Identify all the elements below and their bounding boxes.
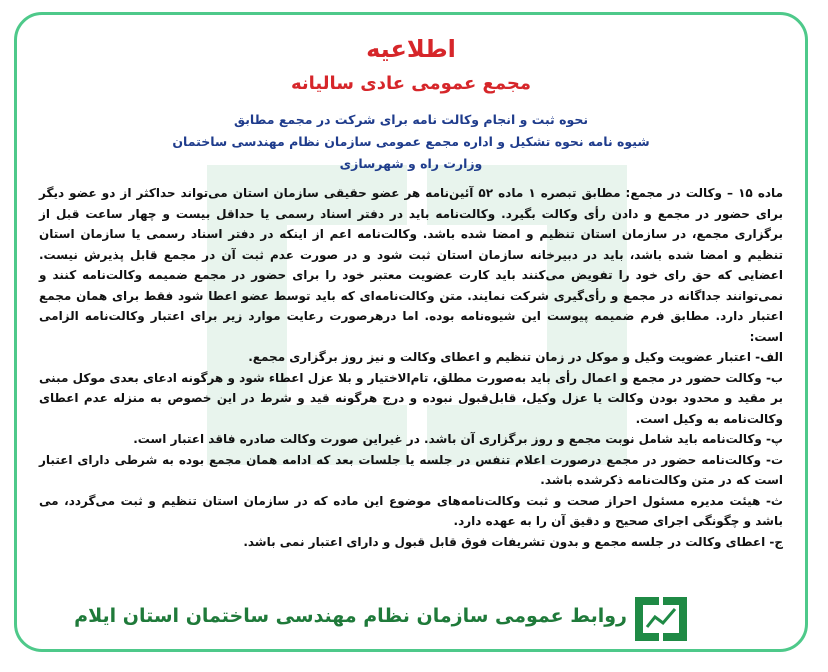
article-paragraph: ماده ۱۵ – وکالت در مجمع: مطابق تبصره ۱ ماده ۵۲ آئین‌نامه هر عضو حقیقی سازمان استان می‌تواند حداکثر از دو عضو دیگر برای حضور در مجمع و دادن رأی وکالت بگیرد. وکالت‌نامه باید در دفتر اسناد رسمی یا حداقل بیست و چهار ساعت قبل از برگزاری مجمع، در سازمان استان تنظیم و امضا شده باشد. وکالت‌نامه اعم از اینکه در دفتر اسناد رسمی یا سازمان استان تنظیم و امضا شده باشد، باید در دبیرخانه سازمان استان ثبت شود و در صورت عدم ثبت آن در مجمع قابل پذیرش نیست. اعضایی که حق رای خود را تفویض می‌کنند باید کارت عضویت معتبر خود را برای حضور در مجمع ضمیمه وکالت‌نامه کنند و نمی‌توانند جداگانه در مجمع و رأی‌گیری شرکت نمایند. متن وکالت‌نامه‌ای که باید توسط عضو اعطا شود فقط برای همان مجمع اعتبار دارد. مطابق فرم ضمیمه پیوست این شیوه‌نامه بوده. اما درهرصورت رعایت موارد زیر برای اعتبار وکالت‌نامه الزامی است: <box>39 186 783 344</box>
list-item: الف- اعتبار عضویت وکیل و موکل در زمان تنظیم و اعطای وکالت و نیز روز برگزاری مجمع. <box>248 350 783 364</box>
intro-line: وزارت راه و شهرسازی <box>339 156 483 171</box>
list-item: ب- وکالت حضور در مجمع و اعمال رأی باید به‌صورت مطلق، تام‌الاختیار و بلا عزل اعطاء شود و هرگونه ادعای بعدی موکل مبنی بر مقید و محدود بودن وکالت یا عزل وکیل، قابل‌قبول نبوده و درج هرگونه قید و شرط در این خصوص به منزله عدم اعطای وکالت‌نامه به وکیل است. <box>39 370 783 426</box>
notice-frame <box>14 12 808 652</box>
notice-subtitle: مجمع عمومی عادی سالیانه <box>290 73 532 94</box>
intro-block <box>17 109 805 175</box>
intro-line: نحوه ثبت و انجام وکالت نامه برای شرکت در مجمع مطابق <box>233 112 589 127</box>
list-item: ت- وکالت‌نامه حضور در مجمع درصورت اعلام تنفس در جلسه یا جلسات بعد که ادامه همان مجمع بوده به شرطی دارای اعتبار است که در متن وکالت‌نامه ذکرشده باشد. <box>39 452 783 487</box>
footer <box>74 595 727 647</box>
list-item: پ- وکالت‌نامه باید شامل نوبت مجمع و روز برگزاری آن باشد. در غیراین صورت وکالت صادره فاقد اعتبار است. <box>133 432 783 446</box>
engineering-organization-logo-icon <box>635 597 687 641</box>
notice-title: اطلاعیه <box>366 35 456 63</box>
footer-text: روابط عمومی سازمان نظام مهندسی ساختمان استان ایلام <box>74 605 627 627</box>
list-item: ث- هیئت مدیره مسئول احراز صحت و ثبت وکالت‌نامه‌های موضوع این ماده که در سازمان استان تنظیم و ثبت می‌گردد، می باشد و چگونگی اجرای صحیح و دقیق آن را به عهده دارد. <box>39 493 783 528</box>
notice-body <box>39 183 783 552</box>
notice-content <box>17 15 805 649</box>
intro-line: شیوه نامه نحوه تشکیل و اداره مجمع عمومی سازمان نظام مهندسی ساختمان <box>172 134 650 149</box>
list-item: ج- اعطای وکالت در جلسه مجمع و بدون تشریفات فوق قابل قبول و دارای اعتبار نمی باشد. <box>243 534 783 549</box>
